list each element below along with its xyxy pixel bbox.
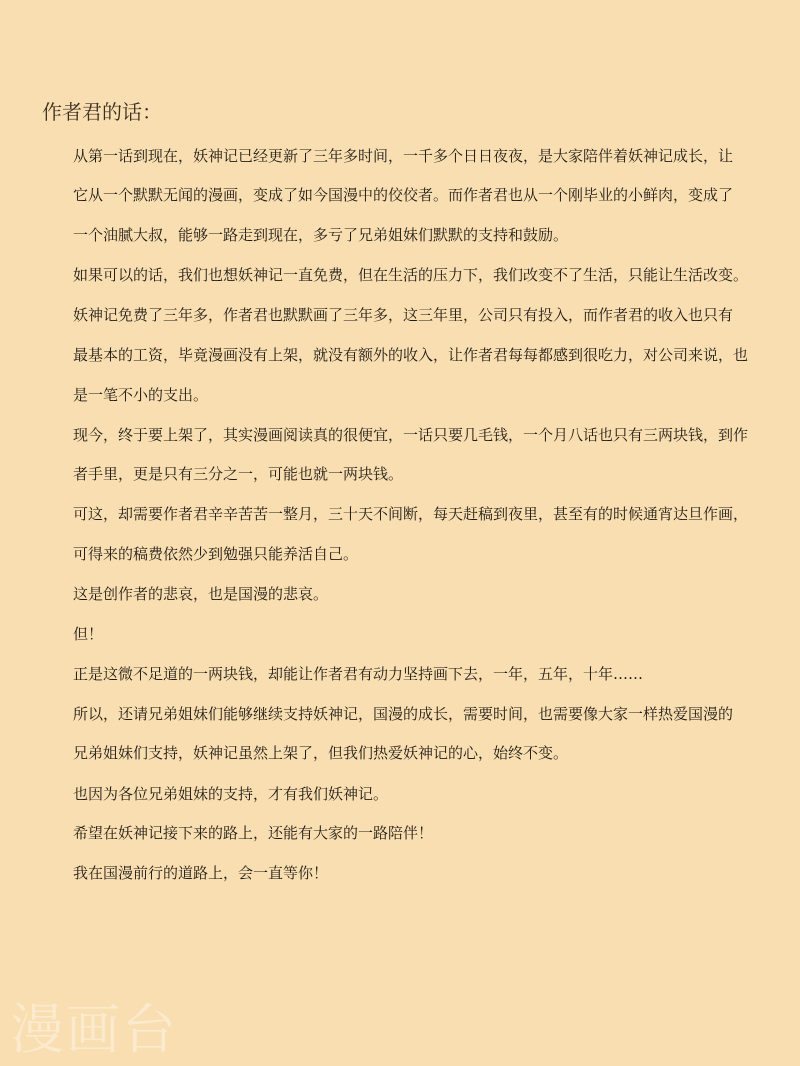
body-line: 从第一话到现在，妖神记已经更新了三年多时间，一千多个日日夜夜，是大家陪伴着妖神记成长，让 xyxy=(73,147,734,165)
body-line: 也因为各位兄弟姐妹的支持，才有我们妖神记。 xyxy=(73,785,389,803)
body-line: 所以，还请兄弟姐妹们能够继续支持妖神记，国漫的成长，需要时间，也需要像大家一样热爱国漫的 xyxy=(73,705,734,723)
watermark: 漫画台 xyxy=(10,998,178,1061)
body-line: 最基本的工资，毕竟漫画没有上架，就没有额外的收入，让作者君每每都感到很吃力，对公司来说，也 xyxy=(73,346,749,364)
body-line: 妖神记免费了三年多，作者君也默默画了三年多，这三年里，公司只有投入，而作者君的收入也只有 xyxy=(73,306,734,324)
body-line: 希望在妖神记接下来的路上，还能有大家的一路陪伴！ xyxy=(73,824,434,842)
body-line: 兄弟姐妹们支持，妖神记虽然上架了，但我们热爱妖神记的心，始终不变。 xyxy=(73,744,569,762)
body-line: 可这，却需要作者君辛辛苦苦一整月，三十天不间断，每天赶稿到夜里，甚至有的时候通宵达旦作画， xyxy=(73,505,749,523)
body-line: 如果可以的话，我们也想妖神记一直免费，但在生活的压力下，我们改变不了生活，只能让生活改变。 xyxy=(73,266,749,284)
body-line: 但！ xyxy=(73,625,104,643)
body-line: 可得来的稿费依然少到勉强只能养活自己。 xyxy=(73,545,359,563)
body-line: 这是创作者的悲哀，也是国漫的悲哀。 xyxy=(73,585,329,603)
body-line: 它从一个默默无闻的漫画，变成了如今国漫中的佼佼者。而作者君也从一个刚毕业的小鲜肉，变成了 xyxy=(73,186,734,204)
body-line: 一个油腻大叔，能够一路走到现在，多亏了兄弟姐妹们默默的支持和鼓励。 xyxy=(73,226,569,244)
body-line: 现今，终于要上架了，其实漫画阅读真的很便宜，一话只要几毛钱，一个月八话也只有三两块钱，到作 xyxy=(73,426,749,444)
page-title: 作者君的话： xyxy=(42,100,162,124)
body-line: 是一笔不小的支出。 xyxy=(73,386,209,404)
body-line: 者手里，更是只有三分之一，可能也就一两块钱。 xyxy=(73,465,404,483)
body-line: 我在国漫前行的道路上，会一直等你！ xyxy=(73,864,329,882)
body-line: 正是这微不足道的一两块钱，却能让作者君有动力坚持画下去，一年，五年，十年…… xyxy=(73,665,644,683)
